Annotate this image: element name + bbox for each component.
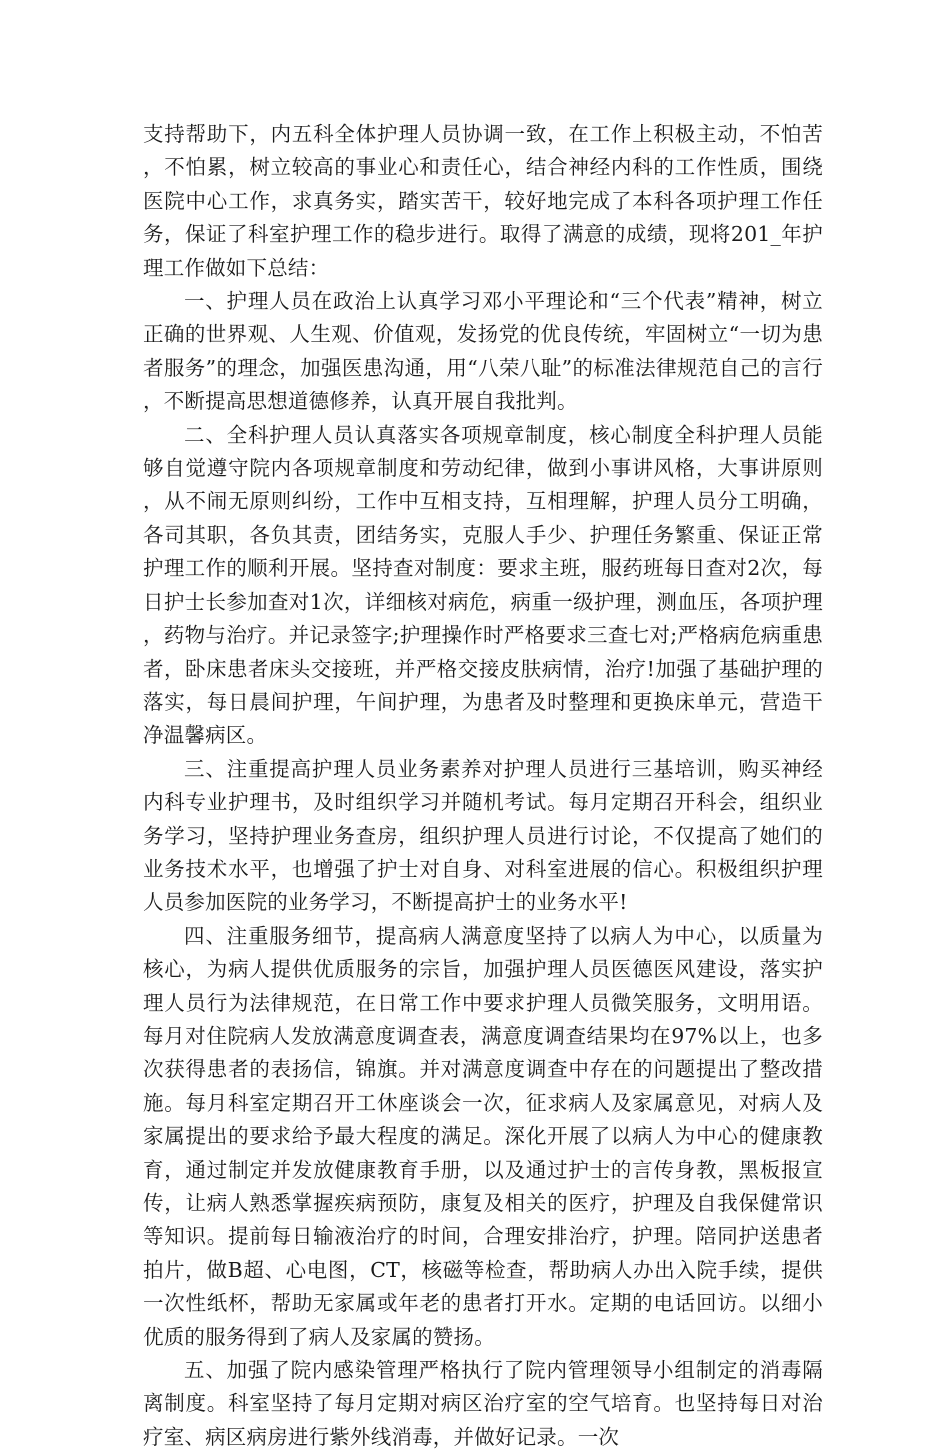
section-1-paragraph: 一、护理人员在政治上认真学习邓小平理论和“三个代表”精神，树立正确的世界观、人生观、价值观，发扬党的优良传统，牢固树立“一切为患者服务”的理念，加强医患沟通，用“八荣八耻”的标准法律规范自己的言行，不断提高思想道德修养，认真开展自我批判。 [143,289,823,414]
section-2-paragraph: 二、全科护理人员认真落实各项规章制度，核心制度全科护理人员能够自觉遵守院内各项规章制度和劳动纪律，做到小事讲风格，大事讲原则，从不闹无原则纠纷，工作中互相支持，互相理解，护理人员分工明确，各司其职，各负其责，团结务实，克服人手少、护理任务繁重、保证正常护理工作的顺利开展。坚持查对制度：要求主班，服药班每日查对2次，每日护士长参加查对1次，详细核对病危，病重一级护理，测血压，各项护理，药物与治疗。并记录签字;护理操作时严格要求三查七对;严格病危病重患者，卧床患者床头交接班，并严格交接皮肤病情，治疗!加强了基础护理的落实，每日晨间护理，午间护理，为患者及时整理和更换床单元，营造干净温馨病区。 [143,422,823,748]
document-body [143,118,823,1454]
section-3-paragraph: 三、注重提高护理人员业务素养对护理人员进行三基培训，购买神经内科专业护理书，及时组织学习并随机考试。每月定期召开科会，组织业务学习，坚持护理业务查房，组织护理人员进行讨论，不仅提高了她们的业务技术水平，也增强了护士对自身、对科室进展的信心。积极组织护理人员参加医院的业务学习，不断提高护士的业务水平! [143,756,823,915]
section-5-paragraph: 五、加强了院内感染管理严格执行了院内管理领导小组制定的消毒隔离制度。科室坚持了每月定期对病区治疗室的空气培育。也坚持每日对治疗室、病区病房进行紫外线消毒，并做好记录。一次 [143,1358,823,1449]
intro-paragraph: 支持帮助下，内五科全体护理人员协调一致，在工作上积极主动，不怕苦，不怕累，树立较高的事业心和责任心，结合神经内科的工作性质，围绕医院中心工作，求真务实，踏实苦干，较好地完成了本科各项护理工作任务，保证了科室护理工作的稳步进行。取得了满意的成绩，现将201_年护理工作做如下总结： [143,122,823,280]
section-4-paragraph: 四、注重服务细节，提高病人满意度坚持了以病人为中心，以质量为核心，为病人提供优质服务的宗旨，加强护理人员医德医风建设，落实护理人员行为法律规范，在日常工作中要求护理人员微笑服务，文明用语。每月对住院病人发放满意度调查表，满意度调查结果均在97%以上，也多次获得患者的表扬信，锦旗。并对满意度调查中存在的问题提出了整改措施。每月科室定期召开工休座谈会一次，征求病人及家属意见，对病人及家属提出的要求给予最大程度的满足。深化开展了以病人为中心的健康教育，通过制定并发放健康教育手册，以及通过护士的言传身教，黑板报宣传，让病人熟悉掌握疾病预防，康复及相关的医疗，护理及自我保健常识等知识。提前每日输液治疗的时间，合理安排治疗，护理。陪同护送患者拍片，做B超、心电图，CT，核磁等检查，帮助病人办出入院手续，提供一次性纸杯，帮助无家属或年老的患者打开水。定期的电话回访。以细小优质的服务得到了病人及家属的赞扬。 [143,923,823,1349]
